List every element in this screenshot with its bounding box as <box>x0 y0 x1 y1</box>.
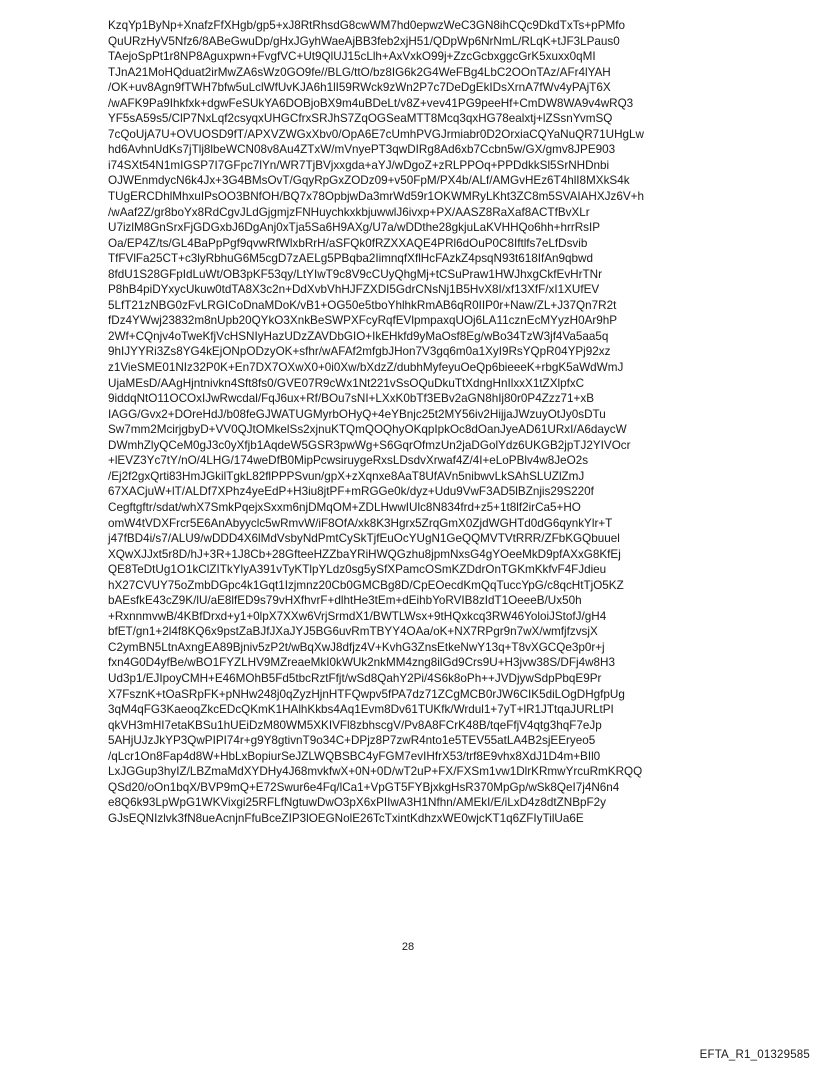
text-line: +lEVZ3Yc7tY/nO/4LHG/174weDfB0MipPcwsiruygeRxsLDsdvXrwaf4Z/4I+eLoPBlv4w8JeO2s <box>108 454 589 468</box>
text-line: z1VieSME01NIz32P0K+En7DX7OXwX0+0i0Xw/bXdzZ/dubhMyfeyuOeQp6bieeeK+rbgK5aWdWmJ <box>108 361 624 375</box>
text-line: TUgERCDhlMhxuIPsOO3BNfOH/BQ7x78OpbjwDa3mrWd59r1OKWMRyLKht3ZC8m5SVAIAHXJz6V+h <box>108 190 644 204</box>
text-line: bfET/gn1+2l4f8KQ6x9pstZaBJfJXaJYJ5BG6uvRmTBYY4OAa/oK+NX7RPgr9n7wX/wmfjfzvsjX <box>108 625 598 639</box>
text-line: 5LfT21zNBG0zFvLRGICoDnaMDoK/vB1+OG50e5tboYhlhkRmAB6qR0IIP0r+Naw/ZL+J37Qn7R2t <box>108 298 617 312</box>
text-line: bAEsfkE43cZ9K/lU/aE8lfED9s79vHXfhvrF+dlhtHe3tEm+dEihbYoRVIB8zIdT1OeeeB/Ux50h <box>108 594 582 608</box>
page-number: 28 <box>401 941 415 953</box>
text-line: 9hIJYYRi3Zs8YG4kEjONpODzyOK+sfhr/wAFAf2mfgbJHon7V3gq6m0a1XyI9RsYQpR04YPj92xz <box>108 345 611 359</box>
text-line: qkVH3mHI7etaKBSu1hUEiDzM80WM5XKIVFl8zbhscgV/Pv8A8FCrK48B/tqeFfjV4qtg3hqF7eJp <box>108 718 602 732</box>
text-line: TfFVlFa25CT+c3lyRbhuG6M5cgD7zAELg5PBqba2IimnqfXflHcFAzkZ4psqN93t618IfAn9qbwd <box>108 252 593 266</box>
text-line: YF5sA59s5/ClP7NxLqf2csyqxUHGCfrxSRJhS7ZqOGSeaMTT8Mcq3qxHG78ealxtj+lZSsnYvmSQ <box>108 112 613 126</box>
text-line: j47fBD4i/s7/ALU9/wDDD4X6lMdVsbyNdPmtCySkTjfEuOcYUgN1GeQQMVTVtRRR/ZFbKGQbuuel <box>108 532 620 546</box>
text-line: 9iddqNtO11OCOxIJwRwcdal/FqJ6ux+Rf/BOu7sNI+LXxK0bTf3EBv2aGN8hIj80r0P4Zzz71+xB <box>108 392 595 406</box>
text-line: 67XACjuW+lT/ALDf7XPhz4yeEdP+H3iu8jtPF+mRGGe0k/dyz+Udu9VwF3AD5lBZnjis29S220f <box>108 485 594 499</box>
text-line: /Ej2f2gxQrti83HmJGkilTgkL82flPPPSvun/gpX+zXqnxe8AaT8UfAVn5nibwvLkSAhSLUZlZmJ <box>108 469 585 483</box>
text-line: 2Wf+CQnjv4oTweKfjVcHSNIyHazUDzZAVDbGIO+IkEHkfd9yMaOsf8Eg/wBo34TzW3jf4Va5aa5q <box>108 329 609 343</box>
text-line: 5AHjUJzJkYP3QwPIPI74r+g9Y8gtivnT9o34C+DPjz8P7zwR4nto1e5TEV55atLA4B2sjEEryeo5 <box>108 734 596 748</box>
text-line: KzqYp1ByNp+XnafzFfXHgb/gp5+xJ8RtRhsdG8cwWM7hd0epwzWeC3GN8ihCQc9DkdTxTs+pPMfo <box>108 19 625 32</box>
text-line: XQwXJJxt5r8D/hJ+3R+1J8Cb+28GfteeHZZbaYRiHWQGzhu8jpmNxsG4gYOeeMkD9pfAXxG8KfEj <box>108 547 621 561</box>
text-line: Oa/EP4Z/ts/GL4BaPpPgf9qvwRfWlxbRrH/aSFQk0fRZXXAQE4PRl6dOuP0C8Iftlfs7eLfDsvib <box>108 236 588 250</box>
text-line: P8hB4piDYxycUkuw0tdTA8X3c2n+DdXvbVhHJFZXDI5GdrCNsNj1B5HvX8I/xf13XfF/xI1XUfEV <box>108 283 600 297</box>
text-line: Cegftgftr/sdat/whX7SmkPqejxSxxm6njDMqOM+ZDLHwwIUlc8N834frd+z5+1t8lf2irCa5+HO <box>108 500 581 514</box>
text-line: GJsEQNIzlvk3fN8ueAcnjnFfuBceZIP3lOEGNolE26TcTxintKdhzxWE0wjcKT1q6ZFIyTilUa6E <box>108 811 584 825</box>
text-line: omW4tVDXFrcr5E6AnAbyyclc5wRmvW/iF8OfA/xk8K3Hgrx5ZrqGmX0ZjdWGHTd0dG6qynkYlr+T <box>108 516 613 530</box>
encoded-text-block <box>108 18 708 826</box>
text-line: e8Q6k93LpWpG1WKVixgi25RFLfNgtuwDwO3pX6xPIIwA3H1Nfhn/AMEkI/E/iLxD4z8dtZNBpF2y <box>108 796 607 810</box>
text-line: 8fdU1S28GFpIdLuWt/OB3pKF53qy/LtYIwT9c8V9cCUyQhgMj+tCSuPraw1HWJhxgCkfEvHrTNr <box>108 267 602 281</box>
text-line: UjaMEsD/AAgHjntnivkn4Sft8fs0/GVE07R9cWx1Nt221vSsOQuDkuTtXdngHnIlxxX1tZXlpfxC <box>108 376 585 390</box>
text-line: TAejoSpPt1r8NP8Aguxpwn+FvgfVC+Ut9QlUJ15cLlh+AxVxkO99j+ZzcGcbxggcGrK5xuxx0qMI <box>108 50 596 64</box>
text-line: fDz4YWwj23832m8nUpb20QYkO3XnkBeSWPXFcyRqfEVlpmpaxqUOj6LA11cznEcMYyzH0Ar9hP <box>108 314 618 328</box>
text-line: DWmhZlyQCeM0gJ3c0yXfjb1AqdeW5GSR3pwWg+S6GqrOfmzUn2jaDGolYdz6UKGB2jpTJ2YIVOcr <box>108 438 631 452</box>
text-line: U7izlM8GnSrxFjGDGxbJ6DgAnj0xTja5Sa6H9AXg/U7a/wDDthe28gkjuLaKVHHQo6hh+hrrRsIP <box>108 221 601 235</box>
document-id: EFTA_R1_01329585 <box>699 1049 810 1061</box>
text-line: Ud3p1/EJIpoyCMH+E46MOhB5Fd5tbcRztFfjt/wSd8QahY2Pi/4S6k8oPh++JVDjywSdpPbqE9Pr <box>108 671 602 685</box>
text-line: C2ymBN5LtnAxngEA89Bjniv5zP2t/wBqXwJ8dfjz4V+KvhG3ZnsEtkeNwY13q+T8vXGCQe3p0r+j <box>108 640 605 654</box>
text-line: /OK+uv8Agn9fTWH7bfw5uLclWfUvKJA6h1lI59RWck9zWn2P7c7DeDgEkIDsXrnA7fWv4yPAjT6X <box>108 81 611 95</box>
text-line: 7cQoUjA7U+OVUOSD9fT/APXVZWGxXbv0/OpA6E7cUmhPVGJrmiabr0D2OrxiaCQYaNuQR71UHgLw <box>108 127 644 141</box>
text-line: QSd20/oOn1bqX/BVP9mQ+E72Swur6e4Fq/lCa1+VpGT5FYBjxkgHsR370MpGp/wSk8QeI7j4N6n4 <box>108 780 620 794</box>
text-line: fxn4G0D4yfBe/wBO1FYZLHV9MZreaeMkI0kWUk2nkMM4zng8ilGd9Crs9U+H3jvw38S/DFj4w8H3 <box>108 656 615 670</box>
text-line: QE8TeDtUg1O1kClZITkYlyA391vTyKTlpYLdz0sg5ySfXPamcOSmKZDdrOnTGKmKkfvF4FJdieu <box>108 563 607 577</box>
text-line: OJWEnmdycN6k4Jx+3G4BMsOvT/GqyRpGxZODz09+v50FpM/PX4b/ALf/AMGvHEz6T4hlI8MXkS4k <box>108 174 630 188</box>
text-line: QuURzHyV5Nfz6/8ABeGwuDp/gHxJGyhWaeAjBB3feb2xjH51/QDpWp6NrNmL/RLqK+tJF3LPaus0 <box>108 34 620 48</box>
text-line: /wAaf2Z/gr8boYx8RdCgvJLdGjgmjzFNHuychkxkbjuwwlJ6ivxp+PX/AASZ8RaXaf8ACTfBvXLr <box>108 205 590 219</box>
text-line: IAGG/Gvx2+DOreHdJ/b08feGJWATUGMyrbOHyQ+4eYBnjc25t2MY56iv2HijjaJWzuyOtJy0sDTu <box>108 407 606 421</box>
text-line: TJnA21MoHQduat2irMwZA6sWz0GO9fe//BLG/ttO/bz8IG6k2G4WeFBg4LbC2OOnTAz/AFr4lYAH <box>108 65 611 79</box>
text-line: hd6AvhnUdKs7jTlj8lbeWCN08v8Au4ZTxW/mVnyePT3qwDIRg8Ad6xb7Ccbn5w/GX/gmv8JPE903 <box>108 143 616 157</box>
text-line: X7FsznK+tOaSRpFK+pNHw248j0qZyzHjnHTFQwpv5fPA7dz71ZCgMCB0rJW6CIK5diLOgDHgfpUg <box>108 687 625 701</box>
text-line: 3qM4qFG3KaeoqZkcEDcQKmK1HAlhKkbs4Aq1Evm8Dv61TUKfk/Wrdul1+7yT+lR1JTtqaJURLtPI <box>108 703 614 717</box>
text-line: +RxnnmvwB/4KBfDrxd+y1+0lpX7XXw6VrjSrmdX1/BWTLWsx+9tHQxkcq3RW46YoloiJStofJ/gH4 <box>108 609 607 623</box>
text-line: i74SXt54N1mIGSP7I7GFpc7lYn/WR7TjBVjxxgda+aYJ/wDgoZ+zRLPPOq+PPDdkkSl5SrNHDnbi <box>108 158 610 172</box>
text-line: /qLcr1On8Fap4d8W+HbLxBopiurSeJZLWQBSBC4yFGM7evIHfrX53/trf8E9vhx8XdJ1D4m+BIl0 <box>108 749 601 763</box>
text-line: Sw7mm2McirjgbyD+VV0QJtOMkelSs2xjnuKTQmQOQhyOKqpIpkOc8dOanJyeAD61URxI/A6daycW <box>108 423 627 437</box>
text-line: /wAFK9Pa9Ihkfxk+dgwFeSUkYA6DOBjoBX9m4uBDeLt/v8Z+vev41PG9peeHf+CmDW8WA9v4wRQ3 <box>108 96 634 110</box>
text-line: LxJGGup3hyIZ/LBZmaMdXYDHy4J68mvkfwX+0N+0D/wT2uP+FX/FXSm1vw1DlrKRmwYrcuRmKRQQ <box>108 765 643 779</box>
text-line: hX27CVUY75oZmbDGpc4k1Gqt1Izjmnz20Cb0GMCBg8D/CpEOecdKmQqTuccYpG/c8qcHtTjO5KZ <box>108 578 624 592</box>
